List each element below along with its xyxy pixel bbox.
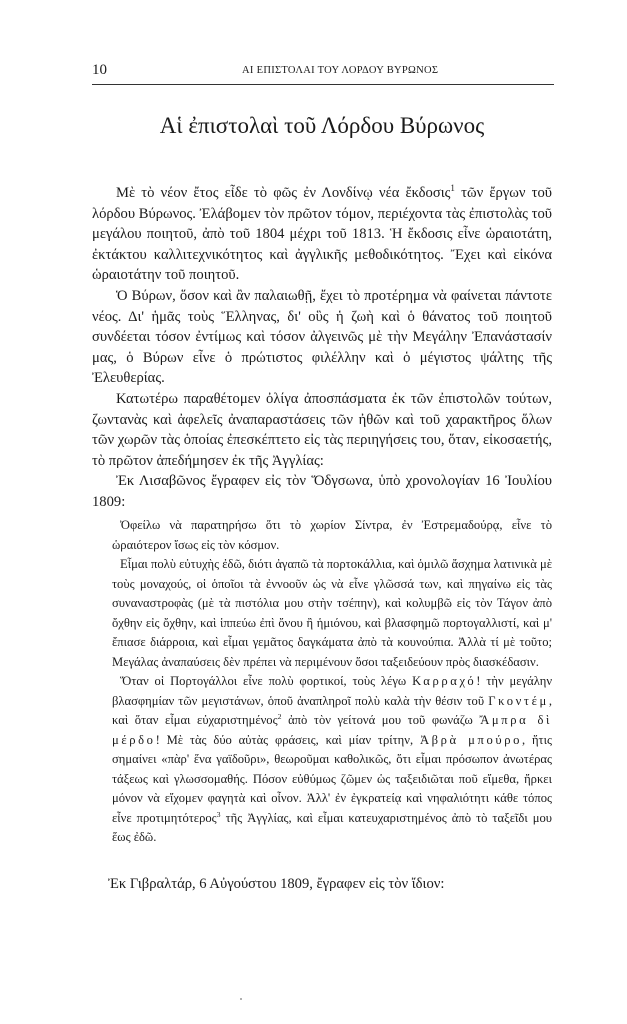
- quote-paragraph-2: Εἶμαι πολὺ εὐτυχὴς ἐδῶ, διότι ἀγαπῶ τὰ πορτοκάλλια, καὶ ὁμιλῶ ἄσχημα λατινικὰ μὲ τοὺς μοναχούς, οἱ ὁποῖοι τὰ ἐννοοῦν ὡς νὰ εἶνε γλῶσσά των, καὶ πηγαίνω εἰς τὰς συναναστροφὰς (μὲ τὰ πιστόλια μου στὴν τσέπην), καὶ κολυμβῶ εἰς τὸν Τάγον ἀπὸ ὄχθην εἰς ὄχθην, καὶ ἱππεύω ἐπὶ ὄνου ἢ ἡμιόνου, καὶ βλασφημῶ πορτογαλλιστί, καὶ μ' ἔπιασε διάρροια, καὶ εἶμαι γεμᾶτος δαγκάματα ἀπὸ τὰ κουνούπια. Ἀλλὰ τί μὲ τοῦτο; Μεγάλας ἀναπαύσεις δὲν πρέπει νὰ περιμένουν ὅσοι ταξειδεύουν πρὸς διασκέδασιν.: [112, 557, 552, 669]
- running-title: ΑΙ ΕΠΙΣΤΟΛΑΙ ΤΟΥ ΛΟΡΔΟΥ ΒΥΡΩΝΟΣ: [242, 65, 439, 76]
- footnote-marker-1: 1: [450, 183, 455, 194]
- paragraph-4: Ἐκ Λισαβῶνος ἔγραφεν εἰς τὸν Ὅδγσωνα, ὑπὸ χρονολογίαν 16 Ἰουλίου 1809:: [92, 473, 552, 510]
- print-speck: [240, 998, 242, 1000]
- letter-quotation: [112, 516, 552, 848]
- quote-3-text-a: Ὅταν οἱ Πορτογάλλοι εἶνε πολὺ φορτικοί, τοὺς λέγω: [120, 674, 413, 688]
- paragraph-1-text-a: Μὲ τὸ νέον ἔτος εἶδε τὸ φῶς ἐν Λονδίνῳ νέα ἔκδοσις: [116, 185, 451, 201]
- footnote-marker-3: 3: [216, 809, 221, 819]
- quote-3-text-b: ! τὴν μεγάλην βλασφημίαν τῶν μεγιστάνων, ὁποῦ ἀναπληροῖ πολὺ καλὰ τὴν θέσιν τοῦ: [112, 674, 553, 708]
- quote-3-spaced-word-4: Ἀβρὰ μπούρο: [419, 732, 522, 747]
- footnote-marker-2: 2: [277, 711, 282, 721]
- quote-paragraph-1: Ὀφείλω νὰ παρατηρήσω ὅτι τὸ χωρίον Σίντρα, ἐν Ἐστρεμαδούρᾳ, εἶνε τὸ ὡραιότερον ἴσως εἰς τὸν κόσμον.: [112, 518, 552, 552]
- closing-line: Ἐκ Γιβραλτάρ, 6 Αὐγούστου 1809, ἔγραφεν εἰς τὸν ἴδιον:: [108, 876, 445, 892]
- running-head: [92, 62, 552, 82]
- quote-3-spaced-word-3: Ἄμπρα δὶ μέρδο: [112, 713, 552, 747]
- paragraph-1-text-b: τῶν ἔργων τοῦ λόρδου Βύρωνος. Ἐλάβομεν τὸν πρῶτον τόμον, περιέχοντα τὰς ἐπιστολὰς τοῦ μεγάλου ποιητοῦ, ἀπὸ τοῦ 1804 μέχρι τοῦ 1813. Ἡ ἔκδοσις εἶνε ὡραιοτάτη, ἐκτάκτου καλλιτεχνικότητος καὶ ἀγγλικῆς μεθοδικότητος. Ἔχει καὶ εἰκόνα ὡραιοτάτην τοῦ ποιητοῦ.: [92, 185, 552, 284]
- quote-3-text-d: ἀπὸ τὸν γείτονά μου τοῦ φωνάζω: [281, 713, 480, 727]
- page-number: 10: [92, 62, 107, 78]
- quote-3-spaced-word-2: Γκοντέμ: [488, 693, 549, 708]
- paragraph-1: [92, 183, 552, 286]
- header-rule: [92, 84, 554, 85]
- quote-3-text-c: , καὶ ὅταν εἶμαι εὐχαριστημένος: [112, 693, 552, 727]
- quote-3-text-f: , ἥτις σημαίνει «πὰρ' ἕνα γαϊδοῦρι», θεωροῦμαι καθολικῶς, ὅτι εἶμαι πρόσωπον ἀνωτέρας τάξεως καὶ γλωσσομαθής. Πόσον εὐθύμως ζῶμεν ὡς ταξειδιῶται ποῦ εἴμεθα, ἤρκει μόνον νὰ εἴχομεν φαγητὰ καὶ οἶνον. Ἀλλ' ἐν ἐγκρατείᾳ καὶ νηφαλιότητι κάθε τόπος εἶνε προτιμητότερος: [112, 732, 552, 825]
- quote-paragraph-3: [112, 672, 552, 848]
- article-body: [92, 183, 552, 513]
- quote-3-text-e: ! Μὲ τὰς δύο αὐτὰς φράσεις, καὶ μίαν τρίτην,: [155, 732, 420, 747]
- quote-3-text-g: τῆς Ἀγγλίας, καὶ εἶμαι κατευχαριστημένος ἀπὸ τὸ ταξεῖδι μου ἕως ἐδῶ.: [112, 810, 552, 844]
- quote-3-spaced-word-1: Καρραχό: [412, 674, 477, 688]
- paragraph-2: Ὁ Βύρων, ὅσον καὶ ἂν παλαιωθῇ, ἔχει τὸ προτέρημα νὰ φαίνεται πάντοτε νέος. Δι' ἡμᾶς τοὺς Ἕλληνας, δι' οὓς ἡ ζωὴ καὶ ὁ θάνατος τοῦ ποιητοῦ συνδέεται τόσον ἐντίμως καὶ τόσον ἀλγεινῶς μὲ τὴν Μεγάλην Ἐπανάστασίν μας, ὁ Βύρων εἶνε ὁ πρώτιστος φιλέλλην καὶ ὁ μέγιστος ψάλτης τῆς Ἐλευθερίας.: [92, 287, 552, 387]
- article-title: Αἱ ἐπιστολαὶ τοῦ Λόρδου Βύρωνος: [159, 113, 485, 138]
- paragraph-3: Κατωτέρω παραθέτομεν ὀλίγα ἀποσπάσματα ἐκ τῶν ἐπιστολῶν τούτων, ζωντανὰς καὶ ἀφελεῖς ἀναπαραστάσεις τῶν ἠθῶν καὶ τοῦ χαρακτῆρος ὅλων τῶν χωρῶν τὰς ὁποίας ἐπεσκέπτετο εἰς τὰς περιηγήσεις του, ὅταν, εἰκοσαετής, τὸ πρῶτον ἀπεδήμησεν ἐκ τῆς Ἀγγλίας:: [92, 390, 552, 469]
